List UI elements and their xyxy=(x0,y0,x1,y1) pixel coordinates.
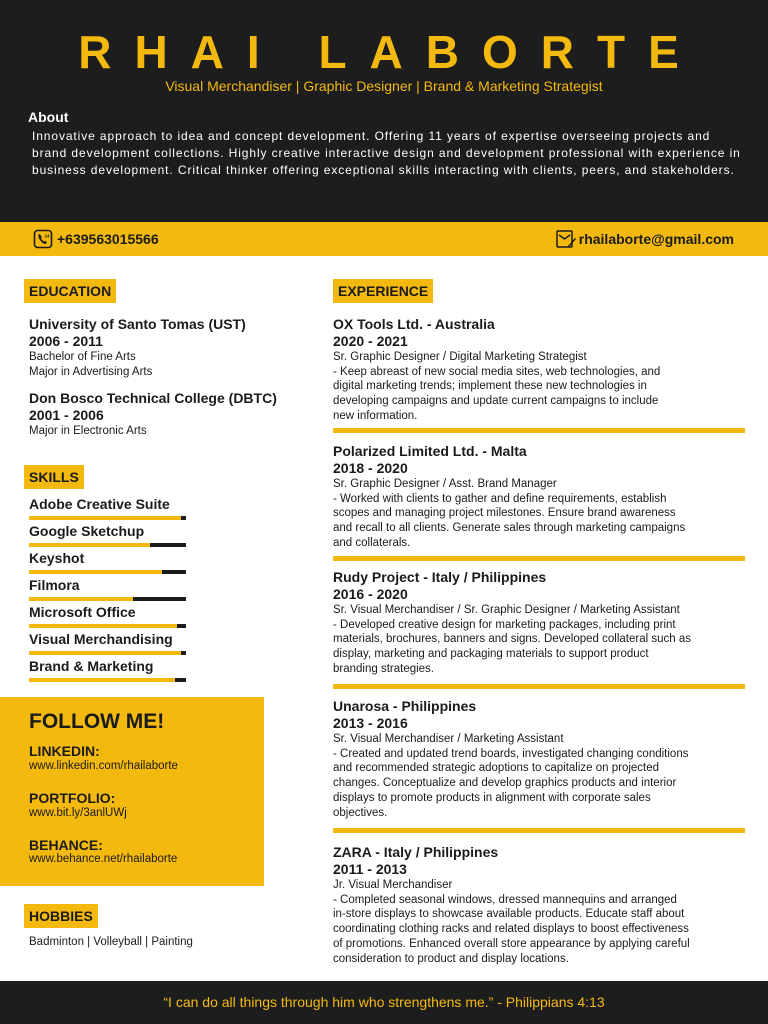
experience-entry xyxy=(333,315,745,424)
skill-item xyxy=(29,496,189,520)
resume-name: RHAI LABORTE xyxy=(78,26,702,78)
portfolio-link[interactable]: www.bit.ly/3anlUWj xyxy=(29,807,127,819)
job-role: Sr. Graphic Designer / Digital Marketing Strategist xyxy=(333,351,587,363)
section-divider xyxy=(333,428,745,433)
job-description-line: - Keep abreast of new social media sites, web technologies, and xyxy=(333,365,661,378)
email-icon xyxy=(555,229,575,249)
about-heading: About xyxy=(28,109,69,125)
education-detail: Major in Advertising Arts xyxy=(29,366,153,378)
follow-panel xyxy=(0,697,264,886)
job-description-line: consideration to product and display locations. xyxy=(333,952,569,965)
behance-link[interactable]: www.behance.net/rhailaborte xyxy=(29,853,178,865)
skill-bar-fill xyxy=(29,624,177,628)
skill-bar-fill xyxy=(29,570,162,574)
skill-label: Keyshot xyxy=(29,550,85,566)
skill-bar xyxy=(29,543,186,547)
education-detail: Bachelor of Fine Arts xyxy=(29,351,136,363)
job-description-line: of promotions. Enhanced overall store appearance by applying careful xyxy=(333,937,690,950)
follow-heading: FOLLOW ME! xyxy=(29,710,165,733)
footer xyxy=(0,981,768,1024)
skill-item xyxy=(29,658,189,682)
job-description-line: coordinating clothing racks and related displays to boost effectiveness xyxy=(333,923,689,936)
job-description-line: materials, brochures, banners and signs. Developed collateral such as xyxy=(333,633,691,646)
education-entry xyxy=(29,316,319,380)
skill-item xyxy=(29,550,189,574)
skill-label: Google Sketchup xyxy=(29,523,145,539)
job-company: OX Tools Ltd. - Australia xyxy=(333,316,495,332)
job-company: Rudy Project - Italy / Philippines xyxy=(333,569,547,585)
skill-label: Visual Merchandising xyxy=(29,631,173,647)
job-years: 2013 - 2016 xyxy=(333,715,408,731)
svg-text:24: 24 xyxy=(44,233,50,239)
skill-bar xyxy=(29,678,186,682)
job-company: ZARA - Italy / Philippines xyxy=(333,844,499,860)
job-description-line: - Completed seasonal windows, dressed mannequins and arranged xyxy=(333,893,677,906)
skill-label: Brand & Marketing xyxy=(29,658,154,674)
job-description-line: objectives. xyxy=(333,806,388,819)
job-years: 2016 - 2020 xyxy=(333,586,408,602)
behance-label: BEHANCE: xyxy=(29,837,103,853)
job-description-line: - Developed creative design for marketing packages, including print xyxy=(333,618,676,631)
skill-item xyxy=(29,523,189,547)
job-description-line: and recommended strategic adoptions to capitalize on projected xyxy=(333,762,660,775)
section-divider xyxy=(333,556,745,561)
experience-entry xyxy=(333,843,745,966)
linkedin-link[interactable]: www.linkedin.com/rhailaborte xyxy=(29,760,178,772)
footer-quote: “I can do all things through him who strengthens me.” - Philippians 4:13 xyxy=(163,994,605,1010)
job-description-line: branding strategies. xyxy=(333,662,435,675)
about-text: Innovative approach to idea and concept development. Offering 11 years of expertise overseeing projects and brand development collections. Highly creative interactive design and development professional with experience in business development. Critical thinker offering exceptional skills interacting with clients, peers, and stakeholders. xyxy=(32,129,741,177)
email-address: rhailaborte@gmail.com xyxy=(578,231,734,247)
phone-contact[interactable] xyxy=(33,229,159,249)
job-description-line: in-store displays to showcase available products. Educate staff about xyxy=(333,908,685,921)
skill-bar xyxy=(29,516,186,520)
job-description-line: - Worked with clients to gather and define requirements, establish xyxy=(333,492,667,505)
skill-item xyxy=(29,631,189,655)
education-detail: Major in Electronic Arts xyxy=(29,425,147,437)
linkedin-label: LINKEDIN: xyxy=(29,743,100,759)
experience-entry xyxy=(333,568,745,677)
job-years: 2011 - 2013 xyxy=(333,861,407,877)
job-description-line: and recall to all clients. Generate sales through marketing campaigns xyxy=(333,522,686,535)
header xyxy=(0,0,768,222)
skill-label: Microsoft Office xyxy=(29,604,136,620)
skill-bar xyxy=(29,570,186,574)
hobbies-text: Badminton | Volleyball | Painting xyxy=(29,936,193,948)
job-years: 2018 - 2020 xyxy=(333,460,408,476)
experience-heading: EXPERIENCE xyxy=(333,279,433,303)
job-role: Sr. Visual Merchandiser / Marketing Assistant xyxy=(333,733,564,745)
section-divider xyxy=(333,684,745,689)
education-years: 2006 - 2011 xyxy=(29,333,103,349)
skill-bar xyxy=(29,624,186,628)
email-contact[interactable] xyxy=(555,229,734,249)
skill-bar xyxy=(29,651,186,655)
education-school: University of Santo Tomas (UST) xyxy=(29,316,246,332)
education-school: Don Bosco Technical College (DBTC) xyxy=(29,390,277,406)
education-entry xyxy=(29,390,319,439)
skill-bar-fill xyxy=(29,678,175,682)
job-role: Sr. Visual Merchandiser / Sr. Graphic Designer / Marketing Assistant xyxy=(333,604,680,616)
section-divider xyxy=(333,828,745,833)
job-role: Sr. Graphic Designer / Asst. Brand Manager xyxy=(333,478,557,490)
experience-entry xyxy=(333,442,745,551)
job-description-line: new information. xyxy=(333,409,418,422)
skill-bar-fill xyxy=(29,651,181,655)
skill-item xyxy=(29,577,189,601)
education-heading: EDUCATION xyxy=(24,279,116,303)
phone-icon xyxy=(33,229,53,249)
portfolio-label: PORTFOLIO: xyxy=(29,790,116,806)
experience-entry xyxy=(333,697,745,820)
skill-label: Filmora xyxy=(29,577,80,593)
job-years: 2020 - 2021 xyxy=(333,333,408,349)
phone-number: +639563015566 xyxy=(57,231,159,247)
education-years: 2001 - 2006 xyxy=(29,407,104,423)
skill-bar-fill xyxy=(29,597,133,601)
job-description-line: changes. Conceptualize and develop graphics products and interior xyxy=(333,777,677,790)
resume-subtitle: Visual Merchandiser | Graphic Designer | Brand & Marketing Strategist xyxy=(165,78,603,94)
job-company: Unarosa - Philippines xyxy=(333,698,477,714)
skills-heading: SKILLS xyxy=(24,465,84,489)
skill-bar-fill xyxy=(29,543,150,547)
job-description-line: developing campaigns and update current campaigns to include xyxy=(333,395,659,408)
job-description-line: - Created and updated trend boards, investigated changing conditions xyxy=(333,747,689,760)
job-description-line: displays to promote products in alignment with corporate sales xyxy=(333,791,651,804)
contact-bar xyxy=(0,222,768,256)
job-company: Polarized Limited Ltd. - Malta xyxy=(333,443,527,459)
skill-label: Adobe Creative Suite xyxy=(29,496,170,512)
skill-bar xyxy=(29,597,186,601)
job-description-line: scopes and managing project milestones. Ensure brand awareness xyxy=(333,507,676,520)
skill-item xyxy=(29,604,189,628)
job-description-line: digital marketing trends; implement these new technologies in xyxy=(333,380,647,393)
job-description-line: and collaterals. xyxy=(333,536,411,549)
job-role: Jr. Visual Merchandiser xyxy=(333,879,453,891)
hobbies-heading: HOBBIES xyxy=(24,904,98,928)
job-description-line: display, marketing and packaging materials to support product xyxy=(333,648,649,661)
skill-bar-fill xyxy=(29,516,181,520)
